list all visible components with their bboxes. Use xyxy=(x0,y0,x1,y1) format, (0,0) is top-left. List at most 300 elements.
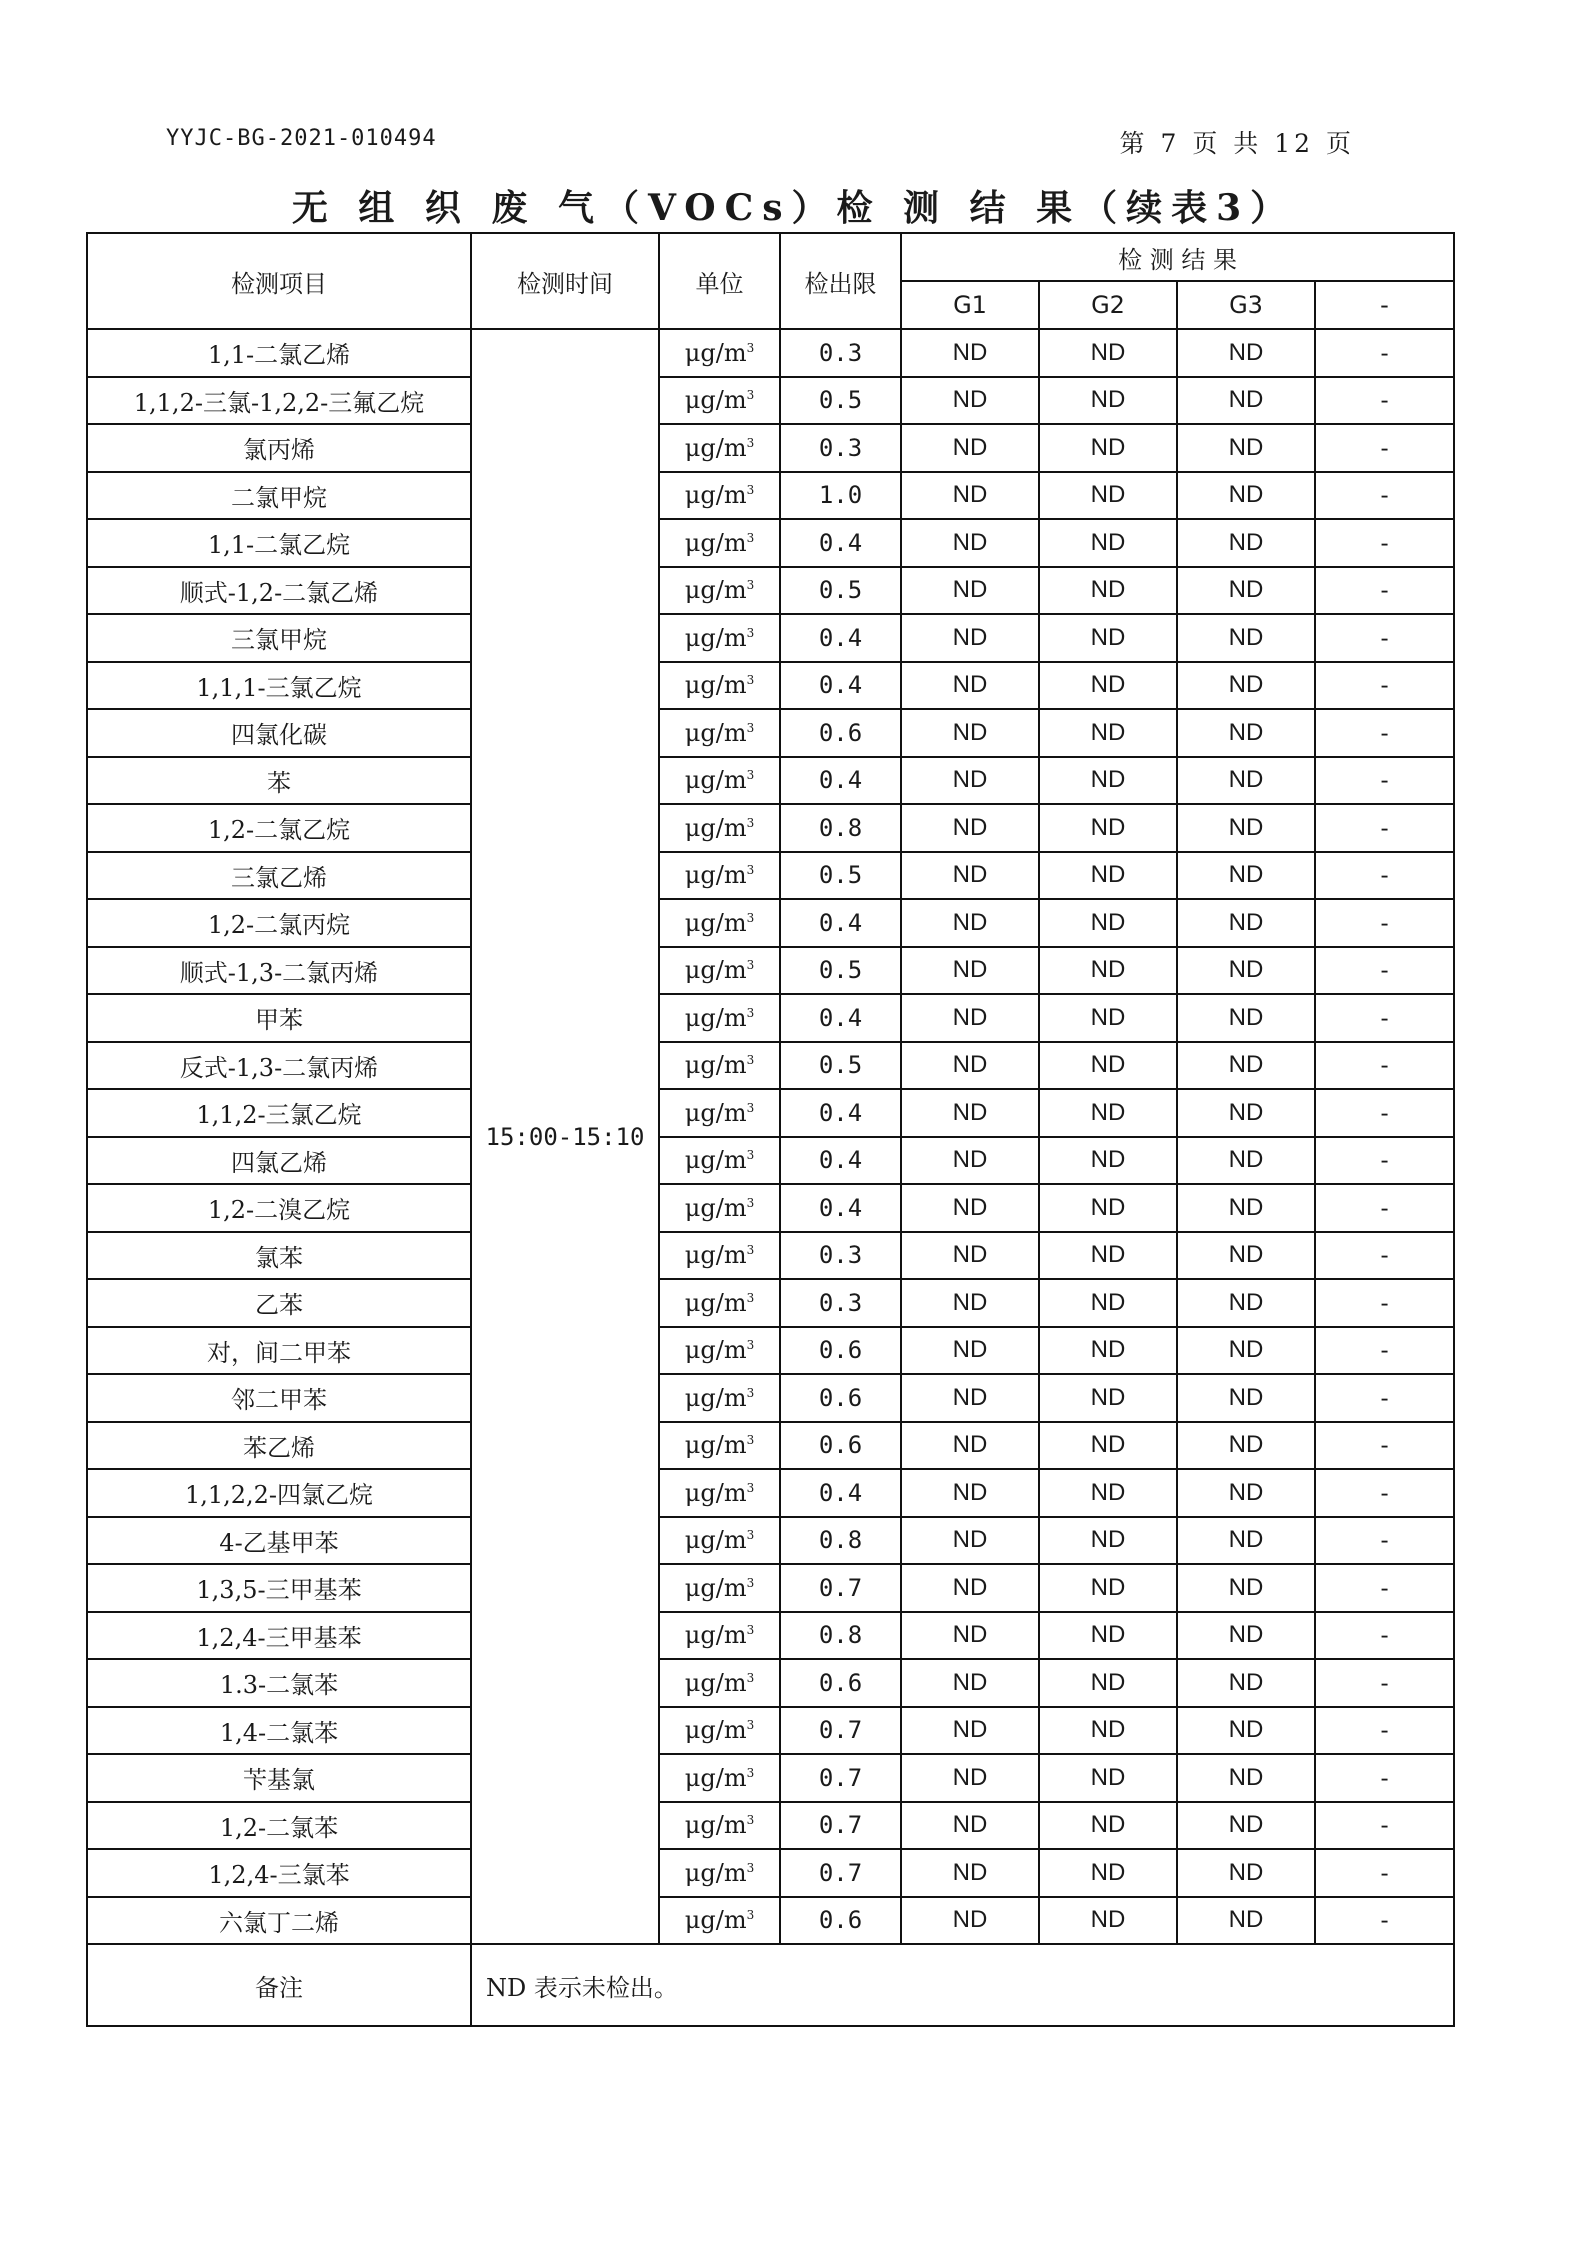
result-cell: ND xyxy=(901,1042,1039,1090)
table-row xyxy=(87,994,1454,1042)
unit-base: μg/m xyxy=(684,956,747,985)
unit-exp: 3 xyxy=(746,1148,755,1163)
result-cell: ND xyxy=(1177,1374,1315,1422)
limit-cell: 0.4 xyxy=(780,899,901,947)
item-name: 三氯甲烷 xyxy=(87,614,471,662)
result-cell: ND xyxy=(1177,1279,1315,1327)
table-row xyxy=(87,1279,1454,1327)
unit-cell xyxy=(659,329,780,377)
limit-cell: 0.4 xyxy=(780,1137,901,1185)
result-cell: - xyxy=(1315,994,1454,1042)
unit-cell xyxy=(659,1469,780,1517)
limit-cell: 0.4 xyxy=(780,757,901,805)
report-number: YYJC-BG-2021-010494 xyxy=(166,126,437,151)
unit-exp: 3 xyxy=(746,720,755,735)
result-cell: ND xyxy=(1177,1184,1315,1232)
result-cell: ND xyxy=(1039,852,1177,900)
result-cell: - xyxy=(1315,1754,1454,1802)
result-cell: ND xyxy=(1039,1137,1177,1185)
table-row xyxy=(87,1707,1454,1755)
result-cell: - xyxy=(1315,1564,1454,1612)
item-name: 1,1-二氯乙烷 xyxy=(87,519,471,567)
result-cell: - xyxy=(1315,1137,1454,1185)
result-cell: - xyxy=(1315,329,1454,377)
limit-cell: 0.8 xyxy=(780,804,901,852)
unit-base: μg/m xyxy=(684,1763,747,1792)
limit-cell: 0.6 xyxy=(780,1897,901,1945)
result-cell: ND xyxy=(1177,472,1315,520)
unit-exp: 3 xyxy=(746,483,755,498)
result-cell: ND xyxy=(1177,899,1315,947)
result-cell: ND xyxy=(1039,424,1177,472)
table-row xyxy=(87,757,1454,805)
header-results: 检 测 结 果 xyxy=(901,233,1454,281)
unit-exp: 3 xyxy=(746,1718,755,1733)
result-cell: - xyxy=(1315,709,1454,757)
table-row xyxy=(87,852,1454,900)
result-cell: ND xyxy=(1039,377,1177,425)
limit-cell: 0.4 xyxy=(780,994,901,1042)
result-cell: ND xyxy=(1177,1707,1315,1755)
unit-base: μg/m xyxy=(684,861,747,890)
unit-base: μg/m xyxy=(684,528,747,557)
unit-exp: 3 xyxy=(746,578,755,593)
limit-cell: 0.7 xyxy=(780,1707,901,1755)
page-indicator: 第 7 页 共 12 页 xyxy=(1119,129,1355,158)
result-cell: ND xyxy=(901,1659,1039,1707)
unit-base: μg/m xyxy=(684,1288,747,1317)
result-cell: ND xyxy=(1177,1517,1315,1565)
unit-cell xyxy=(659,1232,780,1280)
unit-base: μg/m xyxy=(684,908,747,937)
unit-base: μg/m xyxy=(684,576,747,605)
unit-base: μg/m xyxy=(684,1336,747,1365)
result-cell: ND xyxy=(1177,947,1315,995)
table-row xyxy=(87,614,1454,662)
unit-base: μg/m xyxy=(684,1478,747,1507)
result-cell: ND xyxy=(901,1897,1039,1945)
limit-cell: 0.5 xyxy=(780,377,901,425)
table-row xyxy=(87,899,1454,947)
unit-cell xyxy=(659,1517,780,1565)
result-cell: ND xyxy=(1177,852,1315,900)
unit-cell xyxy=(659,1849,780,1897)
unit-exp: 3 xyxy=(746,768,755,783)
result-cell: ND xyxy=(1039,994,1177,1042)
unit-cell xyxy=(659,662,780,710)
result-cell: - xyxy=(1315,377,1454,425)
result-cell: - xyxy=(1315,1659,1454,1707)
table-row xyxy=(87,1422,1454,1470)
result-cell: - xyxy=(1315,1707,1454,1755)
result-cell: ND xyxy=(1039,1564,1177,1612)
item-name: 氯苯 xyxy=(87,1232,471,1280)
header-g3: G3 xyxy=(1177,281,1315,329)
unit-base: μg/m xyxy=(684,1573,747,1602)
item-name: 4-乙基甲苯 xyxy=(87,1517,471,1565)
result-cell: - xyxy=(1315,519,1454,567)
result-cell: ND xyxy=(1039,1802,1177,1850)
result-cell: ND xyxy=(901,424,1039,472)
item-name: 1,1,2,2-四氯乙烷 xyxy=(87,1469,471,1517)
unit-cell xyxy=(659,424,780,472)
results-body xyxy=(87,329,1454,2026)
table-row xyxy=(87,1089,1454,1137)
unit-cell xyxy=(659,1327,780,1375)
result-cell: ND xyxy=(1039,1707,1177,1755)
unit-base: μg/m xyxy=(684,1051,747,1080)
unit-cell xyxy=(659,994,780,1042)
result-cell: ND xyxy=(1177,329,1315,377)
limit-cell: 0.5 xyxy=(780,1042,901,1090)
unit-cell xyxy=(659,567,780,615)
result-cell: ND xyxy=(901,1849,1039,1897)
unit-base: μg/m xyxy=(684,1431,747,1460)
unit-exp: 3 xyxy=(746,863,755,878)
table-row xyxy=(87,1517,1454,1565)
result-cell: ND xyxy=(901,804,1039,852)
item-name: 1,4-二氯苯 xyxy=(87,1707,471,1755)
unit-exp: 3 xyxy=(746,673,755,688)
result-cell: ND xyxy=(1177,1089,1315,1137)
table-row xyxy=(87,1137,1454,1185)
limit-cell: 0.4 xyxy=(780,519,901,567)
result-cell: ND xyxy=(1177,519,1315,567)
result-cell: ND xyxy=(901,1802,1039,1850)
unit-exp: 3 xyxy=(746,910,755,925)
unit-cell xyxy=(659,1089,780,1137)
result-cell: ND xyxy=(1039,567,1177,615)
result-cell: - xyxy=(1315,947,1454,995)
unit-cell xyxy=(659,1137,780,1185)
remark-text: ND 表示未检出。 xyxy=(471,1944,1454,2026)
unit-exp: 3 xyxy=(746,1100,755,1115)
table-row xyxy=(87,662,1454,710)
result-cell: ND xyxy=(901,1564,1039,1612)
limit-cell: 0.6 xyxy=(780,709,901,757)
result-cell: ND xyxy=(1039,1232,1177,1280)
unit-cell xyxy=(659,1279,780,1327)
unit-base: μg/m xyxy=(684,1668,747,1697)
unit-exp: 3 xyxy=(746,1243,755,1258)
result-cell: ND xyxy=(1177,662,1315,710)
remark-label: 备注 xyxy=(87,1944,471,2026)
result-cell: ND xyxy=(901,1754,1039,1802)
limit-cell: 1.0 xyxy=(780,472,901,520)
result-cell: ND xyxy=(901,329,1039,377)
result-cell: ND xyxy=(1177,994,1315,1042)
header-g1: G1 xyxy=(901,281,1039,329)
remark-row xyxy=(87,1944,1454,2026)
table-row xyxy=(87,1564,1454,1612)
table-row xyxy=(87,1754,1454,1802)
result-cell: ND xyxy=(1177,1232,1315,1280)
result-cell: ND xyxy=(1039,804,1177,852)
result-cell: - xyxy=(1315,1469,1454,1517)
result-cell: ND xyxy=(1177,1612,1315,1660)
item-name: 邻二甲苯 xyxy=(87,1374,471,1422)
item-name: 二氯甲烷 xyxy=(87,472,471,520)
table-row xyxy=(87,472,1454,520)
table-row xyxy=(87,1469,1454,1517)
result-cell: ND xyxy=(1177,1754,1315,1802)
unit-exp: 3 xyxy=(746,1005,755,1020)
page-title: 无 组 织 废 气（VOCs）检 测 结 果（续表3） xyxy=(291,187,1296,229)
result-cell: - xyxy=(1315,472,1454,520)
item-name: 1,2,4-三氯苯 xyxy=(87,1849,471,1897)
result-cell: - xyxy=(1315,567,1454,615)
item-name: 顺式-1,3-二氯丙烯 xyxy=(87,947,471,995)
unit-cell xyxy=(659,1042,780,1090)
unit-cell xyxy=(659,1564,780,1612)
result-cell: ND xyxy=(1039,1422,1177,1470)
result-cell: ND xyxy=(1177,757,1315,805)
unit-exp: 3 xyxy=(746,1670,755,1685)
result-cell: - xyxy=(1315,1327,1454,1375)
limit-cell: 0.4 xyxy=(780,662,901,710)
result-cell: ND xyxy=(1039,1517,1177,1565)
item-name: 对，间二甲苯 xyxy=(87,1327,471,1375)
unit-base: μg/m xyxy=(684,1811,747,1840)
limit-cell: 0.4 xyxy=(780,1469,901,1517)
result-cell: - xyxy=(1315,852,1454,900)
limit-cell: 0.8 xyxy=(780,1612,901,1660)
unit-cell xyxy=(659,804,780,852)
table-row xyxy=(87,1184,1454,1232)
result-cell: - xyxy=(1315,1042,1454,1090)
unit-base: μg/m xyxy=(684,1098,747,1127)
header-g2: G2 xyxy=(1039,281,1177,329)
result-cell: ND xyxy=(1039,614,1177,662)
result-cell: ND xyxy=(1039,519,1177,567)
item-name: 1,2-二氯苯 xyxy=(87,1802,471,1850)
unit-exp: 3 xyxy=(746,1813,755,1828)
unit-cell xyxy=(659,1754,780,1802)
unit-exp: 3 xyxy=(746,388,755,403)
item-name: 1,1,1-三氯乙烷 xyxy=(87,662,471,710)
unit-base: μg/m xyxy=(684,813,747,842)
result-cell: ND xyxy=(1039,1279,1177,1327)
unit-exp: 3 xyxy=(746,1480,755,1495)
item-name: 1.3-二氯苯 xyxy=(87,1659,471,1707)
limit-cell: 0.3 xyxy=(780,1279,901,1327)
unit-exp: 3 xyxy=(746,1623,755,1638)
result-cell: ND xyxy=(901,662,1039,710)
unit-base: μg/m xyxy=(684,1241,747,1270)
table-row xyxy=(87,1232,1454,1280)
result-cell: ND xyxy=(1039,1327,1177,1375)
unit-base: μg/m xyxy=(684,1003,747,1032)
header-unit: 单位 xyxy=(659,233,780,329)
unit-cell xyxy=(659,1897,780,1945)
result-cell: ND xyxy=(1039,1374,1177,1422)
limit-cell: 0.6 xyxy=(780,1374,901,1422)
table-row xyxy=(87,567,1454,615)
result-cell: ND xyxy=(1177,804,1315,852)
limit-cell: 0.3 xyxy=(780,329,901,377)
result-cell: ND xyxy=(901,1422,1039,1470)
item-name: 1,1-二氯乙烯 xyxy=(87,329,471,377)
result-cell: ND xyxy=(1177,377,1315,425)
table-row xyxy=(87,1897,1454,1945)
result-cell: - xyxy=(1315,1184,1454,1232)
unit-base: μg/m xyxy=(684,671,747,700)
result-cell: ND xyxy=(901,1327,1039,1375)
item-name: 1,2,4-三甲基苯 xyxy=(87,1612,471,1660)
result-cell: ND xyxy=(901,1089,1039,1137)
result-cell: - xyxy=(1315,662,1454,710)
item-name: 四氯乙烯 xyxy=(87,1137,471,1185)
results-table xyxy=(86,232,1455,2027)
limit-cell: 0.4 xyxy=(780,1089,901,1137)
table-row xyxy=(87,1612,1454,1660)
unit-cell xyxy=(659,614,780,662)
header-limit: 检出限 xyxy=(780,233,901,329)
result-cell: - xyxy=(1315,899,1454,947)
unit-cell xyxy=(659,1374,780,1422)
limit-cell: 0.7 xyxy=(780,1754,901,1802)
item-name: 1,2-二氯丙烷 xyxy=(87,899,471,947)
result-cell: ND xyxy=(901,567,1039,615)
item-name: 六氯丁二烯 xyxy=(87,1897,471,1945)
limit-cell: 0.4 xyxy=(780,614,901,662)
unit-exp: 3 xyxy=(746,435,755,450)
unit-base: μg/m xyxy=(684,1858,747,1887)
unit-cell xyxy=(659,852,780,900)
result-cell: ND xyxy=(901,994,1039,1042)
result-cell: ND xyxy=(901,519,1039,567)
limit-cell: 0.7 xyxy=(780,1849,901,1897)
result-cell: ND xyxy=(1177,709,1315,757)
result-cell: - xyxy=(1315,804,1454,852)
item-name: 四氯化碳 xyxy=(87,709,471,757)
unit-cell xyxy=(659,1707,780,1755)
result-cell: - xyxy=(1315,614,1454,662)
table-row xyxy=(87,947,1454,995)
unit-exp: 3 xyxy=(746,958,755,973)
result-cell: ND xyxy=(1039,757,1177,805)
result-cell: ND xyxy=(1177,1469,1315,1517)
result-cell: - xyxy=(1315,1612,1454,1660)
limit-cell: 0.6 xyxy=(780,1659,901,1707)
result-cell: - xyxy=(1315,1279,1454,1327)
result-cell: ND xyxy=(901,1232,1039,1280)
limit-cell: 0.4 xyxy=(780,1184,901,1232)
limit-cell: 0.5 xyxy=(780,852,901,900)
result-cell: ND xyxy=(901,1184,1039,1232)
result-cell: - xyxy=(1315,757,1454,805)
header-extra: - xyxy=(1315,281,1454,329)
unit-base: μg/m xyxy=(684,1906,747,1935)
table-row xyxy=(87,377,1454,425)
result-cell: ND xyxy=(1039,1469,1177,1517)
table-row xyxy=(87,1327,1454,1375)
limit-cell: 0.5 xyxy=(780,947,901,995)
unit-base: μg/m xyxy=(684,1146,747,1175)
unit-exp: 3 xyxy=(746,1765,755,1780)
item-name: 苯 xyxy=(87,757,471,805)
result-cell: ND xyxy=(1039,1612,1177,1660)
result-cell: ND xyxy=(1039,1659,1177,1707)
unit-base: μg/m xyxy=(684,1193,747,1222)
limit-cell: 0.7 xyxy=(780,1802,901,1850)
result-cell: ND xyxy=(901,1137,1039,1185)
unit-exp: 3 xyxy=(746,1290,755,1305)
result-cell: ND xyxy=(901,1707,1039,1755)
limit-cell: 0.3 xyxy=(780,1232,901,1280)
result-cell: ND xyxy=(901,614,1039,662)
unit-exp: 3 xyxy=(746,1053,755,1068)
unit-cell xyxy=(659,1802,780,1850)
limit-cell: 0.8 xyxy=(780,1517,901,1565)
result-cell: ND xyxy=(1039,1897,1177,1945)
result-cell: ND xyxy=(1039,947,1177,995)
unit-exp: 3 xyxy=(746,1385,755,1400)
unit-cell xyxy=(659,1659,780,1707)
unit-base: μg/m xyxy=(684,433,747,462)
table-row xyxy=(87,424,1454,472)
unit-cell xyxy=(659,472,780,520)
result-cell: ND xyxy=(1039,1754,1177,1802)
result-cell: ND xyxy=(1177,1327,1315,1375)
unit-cell xyxy=(659,709,780,757)
result-cell: ND xyxy=(1039,1042,1177,1090)
result-cell: - xyxy=(1315,1897,1454,1945)
item-name: 1,2-二溴乙烷 xyxy=(87,1184,471,1232)
item-name: 乙苯 xyxy=(87,1279,471,1327)
result-cell: ND xyxy=(1177,1802,1315,1850)
item-name: 氯丙烯 xyxy=(87,424,471,472)
table-row xyxy=(87,804,1454,852)
result-cell: ND xyxy=(901,1517,1039,1565)
table-row xyxy=(87,1802,1454,1850)
result-cell: ND xyxy=(1039,662,1177,710)
result-cell: - xyxy=(1315,1422,1454,1470)
item-name: 甲苯 xyxy=(87,994,471,1042)
unit-cell xyxy=(659,377,780,425)
unit-base: μg/m xyxy=(684,1621,747,1650)
result-cell: - xyxy=(1315,1232,1454,1280)
unit-base: μg/m xyxy=(684,623,747,652)
unit-cell xyxy=(659,1422,780,1470)
unit-base: μg/m xyxy=(684,1716,747,1745)
result-cell: ND xyxy=(1177,614,1315,662)
unit-exp: 3 xyxy=(746,1860,755,1875)
result-cell: - xyxy=(1315,424,1454,472)
result-cell: ND xyxy=(1177,1042,1315,1090)
unit-exp: 3 xyxy=(746,340,755,355)
limit-cell: 0.6 xyxy=(780,1422,901,1470)
result-cell: ND xyxy=(1039,709,1177,757)
item-name: 苯乙烯 xyxy=(87,1422,471,1470)
item-name: 反式-1,3-二氯丙烯 xyxy=(87,1042,471,1090)
result-cell: ND xyxy=(1039,1184,1177,1232)
table-row xyxy=(87,329,1454,377)
time-cell: 15:00-15:10 xyxy=(471,329,659,1944)
unit-exp: 3 xyxy=(746,1575,755,1590)
table-row xyxy=(87,1849,1454,1897)
unit-cell xyxy=(659,899,780,947)
unit-cell xyxy=(659,757,780,805)
item-name: 1,2-二氯乙烷 xyxy=(87,804,471,852)
result-cell: - xyxy=(1315,1089,1454,1137)
result-cell: ND xyxy=(1039,1849,1177,1897)
result-cell: ND xyxy=(901,1279,1039,1327)
unit-base: μg/m xyxy=(684,1383,747,1412)
result-cell: ND xyxy=(901,709,1039,757)
limit-cell: 0.6 xyxy=(780,1327,901,1375)
result-cell: ND xyxy=(901,377,1039,425)
